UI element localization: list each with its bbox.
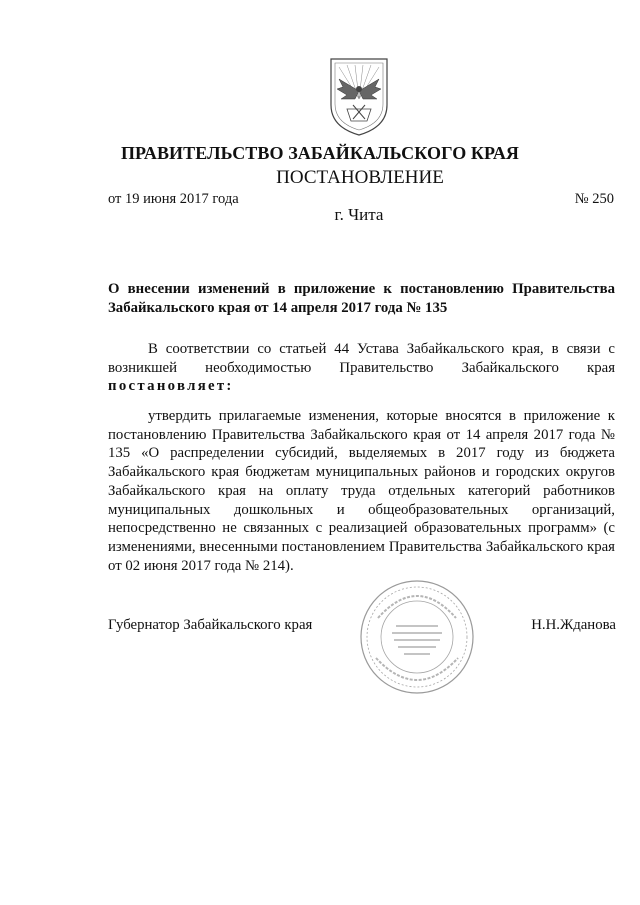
preamble-text: В соответствии со статьей 44 Устава Забайкальского края, в связи с возникшей необходимостью Правительство Забайкальского края <box>108 341 615 376</box>
decides-keyword: постановляет: <box>108 378 234 394</box>
document-subject: О внесении изменений в приложение к постановлению Правительства Забайкальского края от 14 апреля 2017 года № 135 <box>108 281 615 316</box>
document-date: от 19 июня 2017 года <box>108 191 239 207</box>
resolution-body <box>108 407 615 575</box>
signer-name: Н.Н.Жданова <box>531 617 616 633</box>
coat-of-arms-icon <box>327 55 391 139</box>
official-seal-icon <box>358 578 476 696</box>
resolution-body-text: утвердить прилагаемые изменения, которые вносятся в приложение к постановлению Правительства Забайкальского края от 14 апреля 2017 года № 135 «О распределении субсидий, выделяемых в 2017 году из бюджета Забайкальского края бюджетам муниципальных районов и городских округов Забайкальского края на оплату труда отдельных категорий работников муниципальных дошкольных и общеобразовательных организаций, непосредственно не связанных с реализацией образовательных программ» (с изменениями, внесенными постановлением Правительства Забайкальского края от 02 июня 2017 года № 214). <box>108 408 615 574</box>
document-number: № 250 <box>574 191 614 207</box>
government-title: ПРАВИТЕЛЬСТВО ЗАБАЙКАЛЬСКОГО КРАЯ <box>120 143 520 163</box>
preamble <box>108 340 615 396</box>
signer-title: Губернатор Забайкальского края <box>108 617 313 633</box>
document-type: ПОСТАНОВЛЕНИЕ <box>276 167 444 188</box>
document-city: г. Чита <box>334 205 384 224</box>
